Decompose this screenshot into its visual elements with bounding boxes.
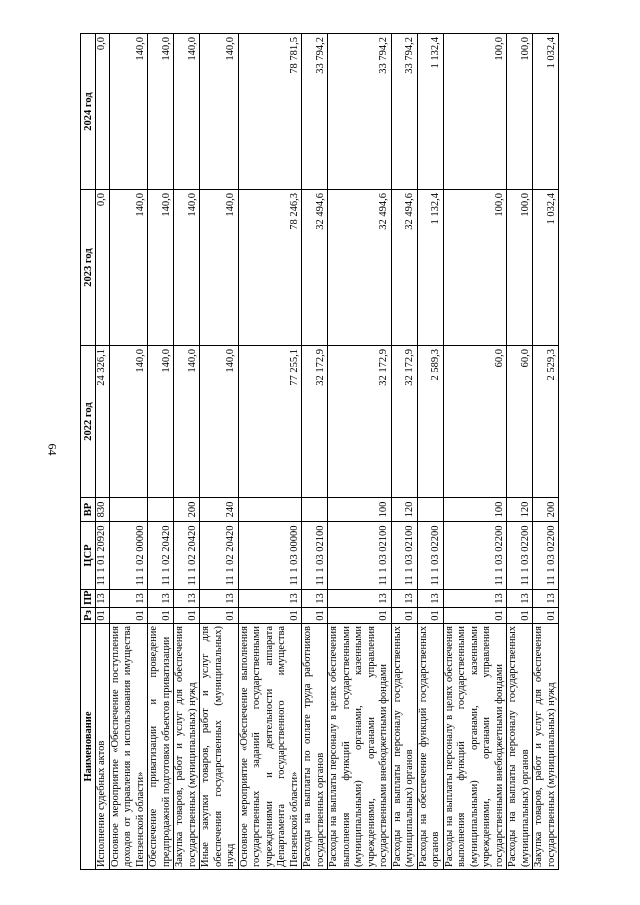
table-row [391,34,417,870]
cell-vr [238,498,302,522]
cell-y2022: 32 172,9 [328,346,392,498]
cell-rz: 01 [328,608,392,624]
cell-name: Расходы на выплаты персоналу государственных (муниципальных) органов [391,624,417,870]
cell-name: Основное мероприятие «Обеспечение поступления доходов от управления и использования имущества Пензенской области» [109,624,148,870]
cell-y2023: 32 494,6 [302,190,328,346]
cell-pr: 13 [174,590,200,608]
cell-y2023: 100,0 [507,190,533,346]
cell-csr: 11 1 03 02200 [533,522,559,590]
header-name: Наименование [81,624,96,870]
cell-y2023: 32 494,6 [391,190,417,346]
cell-y2022: 140,0 [148,346,174,498]
cell-y2022: 32 172,9 [391,346,417,498]
cell-vr: 100 [328,498,392,522]
cell-csr: 11 1 03 02200 [507,522,533,590]
cell-name: Основное мероприятие «Обеспечение выполнения государственных заданий государственными учреждениями и деятельности аппарата Департамента государственного имущества Пензенской области» [238,624,302,870]
page-number: 64 [45,443,60,456]
table-header-row [81,34,96,870]
cell-pr: 13 [507,590,533,608]
cell-pr: 13 [200,590,239,608]
cell-rz: 01 [200,608,239,624]
cell-y2023: 140,0 [109,190,148,346]
cell-y2023: 32 494,6 [328,190,392,346]
cell-y2022: 140,0 [174,346,200,498]
budget-table [80,33,559,870]
cell-y2022: 2 529,3 [533,346,559,498]
cell-pr: 13 [109,590,148,608]
cell-pr: 13 [302,590,328,608]
cell-y2023: 1 032,4 [533,190,559,346]
table-row [148,34,174,870]
cell-vr: 120 [507,498,533,522]
table-row [533,34,559,870]
cell-pr: 13 [96,590,110,608]
cell-y2024: 33 794,2 [391,34,417,190]
cell-csr: 11 1 02 20420 [148,522,174,590]
table-row [174,34,200,870]
cell-y2024: 140,0 [200,34,239,190]
cell-y2023: 78 246,3 [238,190,302,346]
cell-vr: 200 [174,498,200,522]
cell-y2024: 1 032,4 [533,34,559,190]
cell-y2024: 140,0 [109,34,148,190]
header-csr: ЦСР [81,522,96,590]
cell-y2024: 100,0 [507,34,533,190]
cell-pr: 13 [148,590,174,608]
table-row [507,34,533,870]
cell-pr: 13 [328,590,392,608]
cell-name: Закупка товаров, работ и услуг для обеспечения государственных (муниципальных) нужд [174,624,200,870]
cell-rz: 01 [507,608,533,624]
cell-name: Расходы на выплаты по оплате труда работников государственных органов [302,624,328,870]
cell-vr: 200 [533,498,559,522]
cell-rz: 01 [391,608,417,624]
cell-rz: 01 [238,608,302,624]
cell-name: Исполнение судебных актов [96,624,110,870]
cell-csr: 11 1 03 02100 [328,522,392,590]
cell-rz: 01 [302,608,328,624]
cell-vr: 240 [200,498,239,522]
cell-vr [109,498,148,522]
cell-y2022: 140,0 [109,346,148,498]
cell-rz: 01 [109,608,148,624]
table-row [109,34,148,870]
cell-y2024: 0,0 [96,34,110,190]
table-row [200,34,239,870]
cell-csr: 11 1 03 02200 [417,522,443,590]
cell-y2024: 100,0 [443,34,507,190]
table-row [328,34,392,870]
cell-csr: 11 1 03 02100 [302,522,328,590]
cell-name: Расходы на выплаты персоналу в целях обеспечения выполнения функций государственными (муниципальными) органами, казенными учреждениями, органами управления государственными внебюджетными фондами [443,624,507,870]
cell-y2024: 1 132,4 [417,34,443,190]
cell-name: Закупка товаров, работ и услуг для обеспечения государственных (муниципальных) нужд [533,624,559,870]
cell-y2023: 140,0 [200,190,239,346]
cell-pr: 13 [391,590,417,608]
cell-y2023: 140,0 [174,190,200,346]
cell-y2023: 100,0 [443,190,507,346]
cell-y2024: 33 794,2 [328,34,392,190]
table-body [96,34,559,870]
cell-rz: 01 [417,608,443,624]
rotated-table-container [80,34,640,870]
cell-y2022: 60,0 [507,346,533,498]
cell-vr: 830 [96,498,110,522]
header-pr: ПР [81,590,96,608]
cell-y2023: 0,0 [96,190,110,346]
cell-csr: 11 1 02 00000 [109,522,148,590]
cell-name: Иные закупки товаров, работ и услуг для обеспечения государственных (муниципальных) нужд [200,624,239,870]
header-2023: 2023 год [81,190,96,346]
table-row [96,34,110,870]
cell-y2023: 140,0 [148,190,174,346]
cell-y2024: 33 794,2 [302,34,328,190]
table-row [238,34,302,870]
cell-csr: 11 1 02 20420 [174,522,200,590]
cell-y2022: 140,0 [200,346,239,498]
cell-vr [148,498,174,522]
header-2022: 2022 год [81,346,96,498]
cell-csr: 11 1 02 20420 [200,522,239,590]
table-row [302,34,328,870]
cell-rz: 01 [148,608,174,624]
cell-y2022: 24 326,1 [96,346,110,498]
cell-rz: 01 [533,608,559,624]
cell-csr: 11 1 01 20920 [96,522,110,590]
cell-y2022: 32 172,9 [302,346,328,498]
cell-vr: 120 [391,498,417,522]
cell-rz: 01 [96,608,110,624]
cell-y2024: 140,0 [148,34,174,190]
header-rz: Рз [81,608,96,624]
cell-y2024: 140,0 [174,34,200,190]
cell-name: Расходы на обеспечение функций государственных органов [417,624,443,870]
cell-vr: 100 [443,498,507,522]
cell-y2024: 78 781,5 [238,34,302,190]
header-vr: ВР [81,498,96,522]
cell-vr [417,498,443,522]
cell-rz: 01 [174,608,200,624]
cell-pr: 13 [238,590,302,608]
table-row [417,34,443,870]
cell-name: Обеспечение приватизации и проведение предпродажной подготовки объектов приватизации [148,624,174,870]
cell-pr: 13 [417,590,443,608]
cell-pr: 13 [533,590,559,608]
cell-pr: 13 [443,590,507,608]
cell-csr: 11 1 03 00000 [238,522,302,590]
cell-y2022: 60,0 [443,346,507,498]
cell-rz: 01 [443,608,507,624]
cell-csr: 11 1 03 02200 [443,522,507,590]
cell-y2022: 2 589,3 [417,346,443,498]
cell-vr [302,498,328,522]
table-row [443,34,507,870]
cell-name: Расходы на выплаты персоналу в целях обеспечения выполнения функций государственными (муниципальными) органами, казенными учреждениями, органами управления государственными внебюджетными фондами [328,624,392,870]
cell-csr: 11 1 03 02100 [391,522,417,590]
cell-name: Расходы на выплаты персоналу государственных (муниципальных) органов [507,624,533,870]
cell-y2023: 1 132,4 [417,190,443,346]
header-2024: 2024 год [81,34,96,190]
cell-y2022: 77 255,1 [238,346,302,498]
